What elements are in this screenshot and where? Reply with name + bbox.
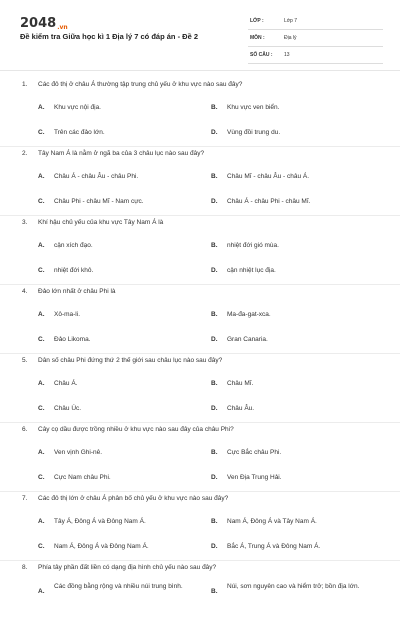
option-text: cận xích đạo. [54,242,93,249]
question-item [0,78,400,147]
question-item [0,147,400,216]
question-number: 1. [22,81,28,88]
question-stem: Các đô thị lớn ở châu Á phân bố chủ yếu ở khu vực nào sau đây? [38,495,229,502]
question-number: 8. [22,564,28,571]
option-letter: C. [38,405,45,412]
site-logo[interactable] [20,16,68,31]
option-letter: D. [211,474,218,481]
meta-value: Địa lý [284,35,297,41]
option-letter: A. [38,588,45,595]
option-text: Gran Canaria. [227,336,268,343]
option-text: Châu Á - châu Âu - châu Phi. [54,173,139,180]
option-text: Châu Mĩ. [227,380,254,387]
option-text: Châu Âu. [227,405,255,412]
option-letter: B. [211,242,218,249]
meta-label: MÔN : [250,35,265,41]
option-text: Nam Á, Đông Á và Đông Nam Á. [54,543,149,550]
option-letter: D. [211,198,218,205]
option-letter: C. [38,336,45,343]
option-letter: C. [38,129,45,136]
option-text: Trên các đảo lớn. [54,129,105,136]
question-item [0,561,400,630]
question-stem: Các đô thị ở châu Á thường tập trung chủ yếu ở khu vực nào sau đây? [38,81,243,88]
question-number: 7. [22,495,28,502]
question-number: 3. [22,219,28,226]
option-letter: B. [211,311,218,318]
option-letter: A. [38,104,45,111]
option-text: Các đồng bằng rộng và nhiều núi trung bình. [54,583,183,590]
option-text: Nam Á, Đông Á và Tây Nam Á. [227,518,317,525]
option-text: Ven vịnh Ghi-nê. [54,449,103,456]
question-stem: Khí hậu chủ yếu của khu vực Tây Nam Á là [38,219,164,226]
option-text: Châu Phi - châu Mĩ - Nam cực. [54,198,144,205]
question-number: 6. [22,426,28,433]
option-letter: B. [211,449,218,456]
page-header [0,0,400,70]
meta-value: 13 [284,52,290,58]
option-letter: D. [211,267,218,274]
option-letter: D. [211,405,218,412]
meta-row-question-count [248,49,383,64]
option-letter: A. [38,173,45,180]
option-letter: A. [38,311,45,318]
option-text: Khu vực ven biển. [227,104,280,111]
option-letter: C. [38,267,45,274]
option-text: Ma-đa-gat-xca. [227,311,271,318]
option-letter: B. [211,380,218,387]
option-letter: D. [211,129,218,136]
question-text [22,495,228,502]
option-text: Ven Địa Trung Hải. [227,474,282,481]
question-stem: Cây cọ dầu được trồng nhiều ở khu vực nào sau đây của châu Phi? [38,426,234,433]
meta-label: LỚP : [250,18,264,24]
option-letter: C. [38,198,45,205]
question-stem: Dân số châu Phi đứng thứ 2 thế giới sau châu lục nào sau đây? [38,357,223,364]
question-number: 5. [22,357,28,364]
question-item [0,285,400,354]
option-letter: A. [38,380,45,387]
question-item [0,423,400,492]
document-title: Đề kiểm tra Giữa học kì 1 Địa lý 7 có đáp án - Đề 2 [20,32,198,41]
question-item [0,354,400,423]
question-stem: Tây Nam Á là nằm ở ngã ba của 3 châu lục nào sau đây? [38,150,205,157]
option-text: Tây Á, Đông Á và Đông Nam Á. [54,518,146,525]
question-item [0,216,400,285]
option-text: Xô-ma-li. [54,311,81,318]
question-number: 4. [22,288,28,295]
option-text: Khu vực nội địa. [54,104,101,111]
option-text: Đảo Likoma. [54,336,91,343]
question-text [22,357,222,364]
option-text: Cực Nam châu Phi. [54,474,111,481]
option-text: Cực Bắc châu Phi. [227,449,282,456]
exam-meta [248,15,383,64]
question-number: 2. [22,150,28,157]
question-item [0,492,400,561]
meta-row-subject [248,32,383,47]
question-text [22,81,242,88]
logo-suffix: .vn [57,24,68,31]
meta-row-class [248,15,383,30]
option-text: cận nhiệt lục địa. [227,267,276,274]
option-letter: B. [211,104,218,111]
option-text: Bắc Á, Trung Á và Đông Nam Á. [227,543,321,550]
option-text: nhiệt đới khô. [54,267,94,274]
question-stem: Phía tây phần đất liền có dạng địa hình chủ yếu nào sau đây? [38,564,217,571]
question-text [22,219,163,226]
option-text: nhiệt đới gió mùa. [227,242,279,249]
question-text [22,288,116,295]
option-letter: A. [38,518,45,525]
option-text: Châu Mĩ - châu Âu - châu Á. [227,173,310,180]
meta-value: Lớp 7 [284,18,298,24]
option-letter: A. [38,449,45,456]
option-letter: C. [38,474,45,481]
meta-label: SỐ CÂU : [250,52,273,58]
option-letter: D. [211,336,218,343]
question-text [22,564,216,571]
option-text: Châu Á - châu Phi - châu Mĩ. [227,198,311,205]
question-text [22,150,204,157]
option-letter: B. [211,518,218,525]
option-letter: B. [211,588,218,595]
option-letter: D. [211,543,218,550]
option-text: Châu Á. [54,380,78,387]
question-list [0,78,400,630]
option-letter: C. [38,543,45,550]
option-text: Châu Úc. [54,405,82,412]
logo-text: 2048 [20,16,57,31]
question-stem: Đảo lớn nhất ở châu Phi là [38,288,116,295]
option-letter: B. [211,173,218,180]
option-text: Núi, sơn nguyên cao và hiểm trở; bồn địa lớn. [227,583,360,590]
option-text: Vùng đồi trung du. [227,129,281,136]
question-text [22,426,234,433]
header-divider [0,70,400,71]
option-letter: A. [38,242,45,249]
